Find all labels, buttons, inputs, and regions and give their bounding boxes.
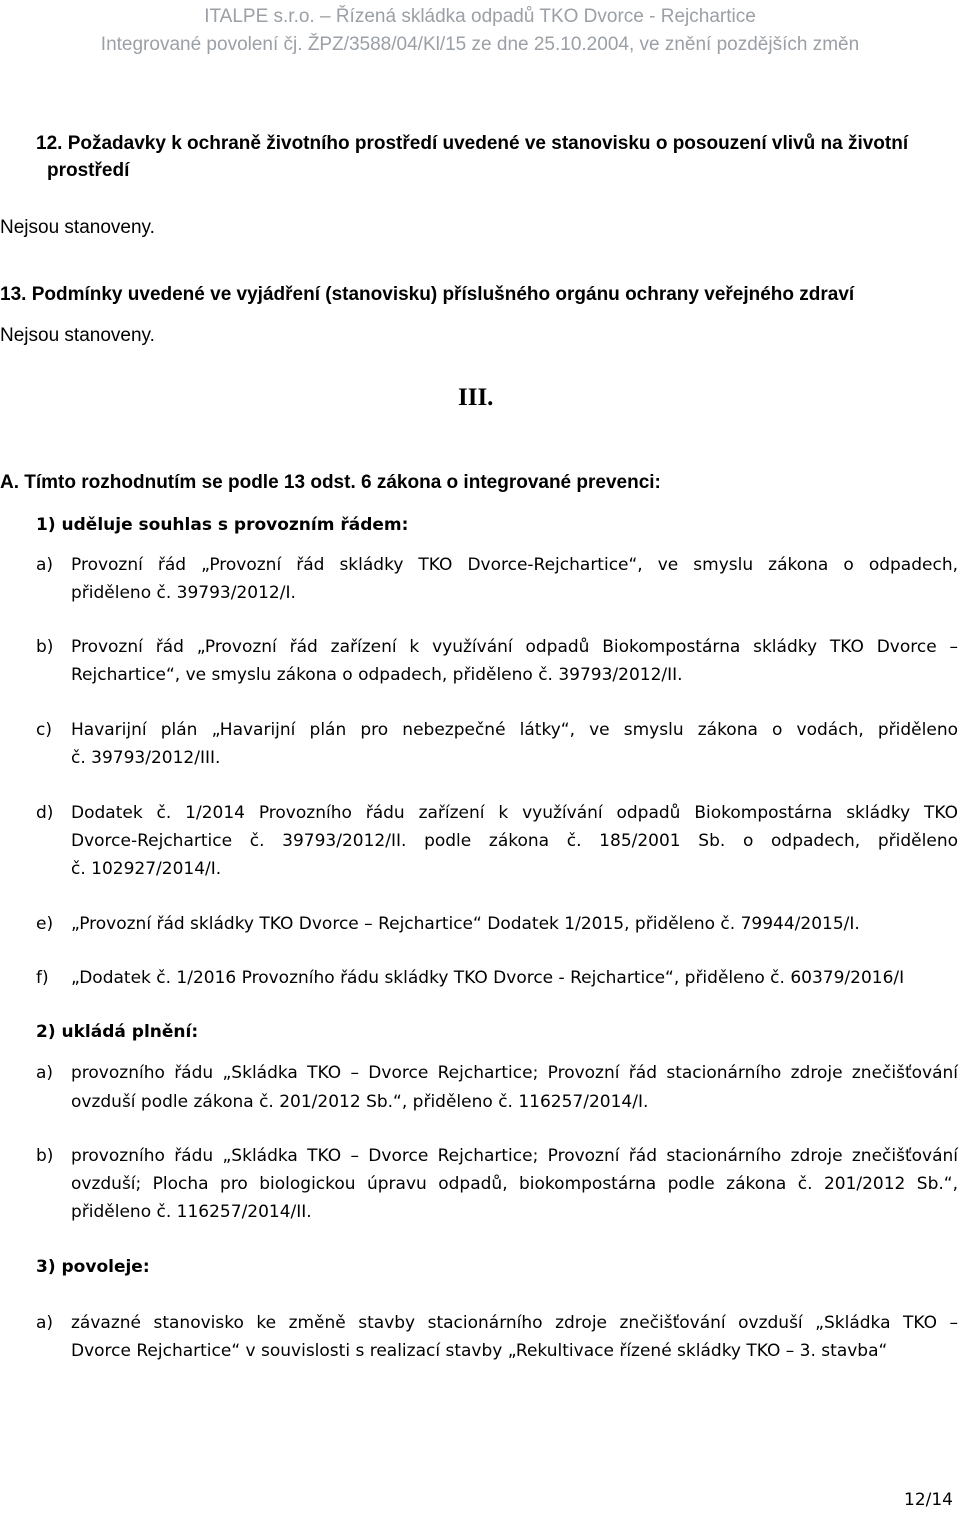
- page-number: 12/14: [904, 1490, 953, 1510]
- item-2b-line1: provozního řádu „Skládka TKO – Dvorce Rejchartice; Provozní řád stacionárního zdroje znečišťování: [71, 1146, 958, 1166]
- header-company-line: ITALPE s.r.o. – Řízená skládka odpadů TKO Dvorce - Rejchartice: [204, 6, 756, 27]
- item-2a-line2: ovzduší podle zákona č. 201/2012 Sb.“, přiděleno č. 116257/2014/I.: [71, 1092, 649, 1112]
- item-1e-line1: „Provozní řád skládky TKO Dvorce – Rejchartice“ Dodatek 1/2015, přiděleno č. 79944/2015/I.: [71, 914, 860, 934]
- item-1c-line2: č. 39793/2012/III.: [71, 748, 221, 768]
- item-2a-line1: provozního řádu „Skládka TKO – Dvorce Rejchartice; Provozní řád stacionárního zdroje znečišťování: [71, 1063, 958, 1083]
- section-12-text: Nejsou stanoveny.: [0, 217, 155, 238]
- item-3a-line2: Dvorce Rejchartice“ v souvislosti s realizací stavby „Rekultivace řízené skládky TKO – 3. stavba“: [71, 1341, 888, 1361]
- item-3a-line1: závazné stanovisko ke změně stavby stacionárního zdroje znečišťování ovzduší „Skládka TKO –: [71, 1313, 958, 1333]
- item-1c-line1: Havarijní plán „Havarijní plán pro nebezpečné látky“, ve smyslu zákona o vodách, přiděleno: [71, 720, 958, 740]
- item-1b-line2: Rejchartice“, ve smyslu zákona o odpadech, přiděleno č. 39793/2012/II.: [71, 665, 683, 685]
- section-12-title-line1: 12. Požadavky k ochraně životního prostředí uvedené ve stanovisku o posouzení vlivů na životní: [36, 133, 909, 154]
- section-12-title-line2: prostředí: [47, 160, 130, 181]
- item-1c-label: c): [36, 720, 52, 740]
- item-1a-line1: Provozní řád „Provozní řád skládky TKO Dvorce-Rejchartice“, ve smyslu zákona o odpadech,: [71, 555, 958, 575]
- item-3a-label: a): [36, 1313, 54, 1333]
- item-2b-label: b): [36, 1146, 54, 1166]
- section-13-text: Nejsou stanoveny.: [0, 325, 155, 346]
- item-2b-line3: přiděleno č. 116257/2014/II.: [71, 1202, 312, 1222]
- item-2b-line2: ovzduší; Plocha pro biologickou úpravu odpadů, biokompostárna podle zákona č. 201/2012 Sb.“,: [71, 1174, 958, 1194]
- item-1d-line2: Dvorce-Rejchartice č. 39793/2012/II. podle zákona č. 185/2001 Sb. o odpadech, přiděleno: [71, 831, 958, 851]
- item-1a-label: a): [36, 555, 54, 575]
- heading-3: 3) povoleje:: [36, 1257, 150, 1277]
- part-roman-numeral: III.: [458, 384, 494, 411]
- heading-1: 1) uděluje souhlas s provozním řádem:: [36, 515, 409, 535]
- item-1d-line1: Dodatek č. 1/2014 Provozního řádu zařízení k využívání odpadů Biokompostárna skládky TKO: [71, 803, 958, 823]
- item-1f-label: f): [36, 968, 49, 988]
- item-1d-label: d): [36, 803, 54, 823]
- header-permit-line: Integrované povolení čj. ŽPZ/3588/04/Kl/15 ze dne 25.10.2004, ve znění pozdějších změn: [100, 34, 860, 55]
- section-13-title: 13. Podmínky uvedené ve vyjádření (stanovisku) příslušného orgánu ochrany veřejného zdraví: [0, 284, 855, 305]
- item-1f-line1: „Dodatek č. 1/2016 Provozního řádu skládky TKO Dvorce - Rejchartice“, přiděleno č. 60379/2016/I: [71, 968, 905, 988]
- item-1b-label: b): [36, 637, 54, 657]
- item-2a-label: a): [36, 1063, 54, 1083]
- item-1b-line1: Provozní řád „Provozní řád zařízení k využívání odpadů Biokompostárna skládky TKO Dvorce –: [71, 637, 958, 657]
- item-1a-line2: přiděleno č. 39793/2012/I.: [71, 583, 296, 603]
- heading-2: 2) ukládá plnění:: [36, 1022, 199, 1042]
- part-a-title: A. Tímto rozhodnutím se podle 13 odst. 6 zákona o integrované prevenci:: [0, 472, 661, 493]
- item-1d-line3: č. 102927/2014/I.: [71, 859, 222, 879]
- item-1e-label: e): [36, 914, 54, 934]
